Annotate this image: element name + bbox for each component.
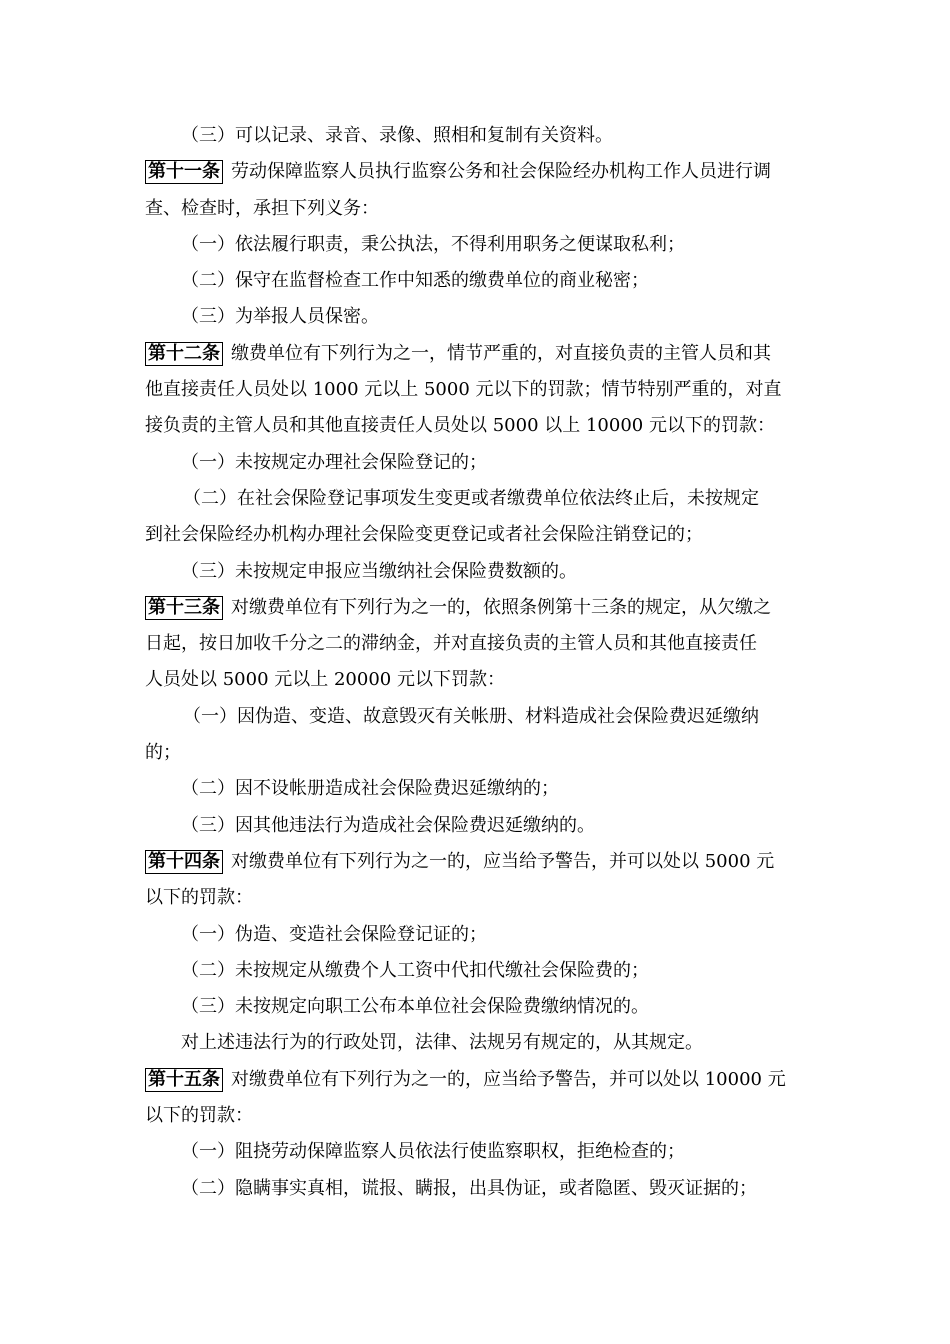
- item-paragraph: （二）在社会保险登记事项发生变更或者缴费单位依法终止后，未按规定 到社会保险经办机构办理社会保险变更登记或者社会保险注销登记的；: [145, 487, 759, 546]
- article-label: 第十一条: [145, 160, 223, 184]
- item-paragraph: （三）因其他违法行为造成社会保险费迟延缴纳的。: [181, 814, 595, 836]
- article-label: 第十四条: [145, 850, 223, 874]
- item-paragraph: （一）未按规定办理社会保险登记的；: [181, 451, 487, 473]
- item-paragraph: （二）保守在监督检查工作中知悉的缴费单位的商业秘密；: [181, 270, 649, 292]
- plain-paragraph: 对上述违法行为的行政处罚，法律、法规另有规定的，从其规定。: [181, 1032, 703, 1054]
- item-paragraph: （三）为举报人员保密。: [181, 306, 379, 328]
- item-paragraph: （一）阻挠劳动保障监察人员依法行使监察职权，拒绝检查的；: [181, 1141, 685, 1163]
- article-11: 第十一条 劳动保障监察人员执行监察公务和社会保险经办机构工作人员进行调 查、检查时，承担下列义务：: [145, 161, 771, 219]
- item-paragraph: （一）因伪造、变造、故意毁灭有关帐册、材料造成社会保险费迟延缴纳 的；: [145, 705, 759, 764]
- article-label: 第十五条: [145, 1068, 223, 1092]
- item-paragraph: （三）未按规定申报应当缴纳社会保险费数额的。: [181, 560, 577, 582]
- item-paragraph: （一）依法履行职责，秉公执法，不得利用职务之便谋取私利；: [181, 233, 685, 255]
- article-14: 第十四条 对缴费单位有下列行为之一的，应当给予警告，并可以处以 5000 元 以下的罚款：: [145, 850, 775, 909]
- item-paragraph: （二）因不设帐册造成社会保险费迟延缴纳的；: [181, 778, 559, 800]
- item-paragraph: （二）未按规定从缴费个人工资中代扣代缴社会保险费的；: [181, 959, 649, 981]
- article-label: 第十三条: [145, 596, 223, 620]
- article-label: 第十二条: [145, 342, 223, 366]
- item-paragraph: （三）未按规定向职工公布本单位社会保险费缴纳情况的。: [181, 996, 649, 1018]
- document-body: [145, 118, 810, 1207]
- item-paragraph: （二）隐瞒事实真相，谎报、瞒报，出具伪证，或者隐匿、毁灭证据的；: [181, 1177, 757, 1199]
- item-paragraph: （三）可以记录、录音、录像、照相和复制有关资料。: [181, 125, 613, 146]
- item-paragraph: （一）伪造、变造社会保险登记证的；: [181, 923, 487, 945]
- article-15: 第十五条 对缴费单位有下列行为之一的，应当给予警告，并可以处以 10000 元 以下的罚款：: [145, 1068, 786, 1127]
- article-12: 第十二条 缴费单位有下列行为之一，情节严重的，对直接负责的主管人员和其 他直接责任人员处以 1000 元以上 5000 元以下的罚款；情节特别严重的，对直 接负责的主管人员和其他直接责任人员处以 5000 以上 10000 元以下的罚款：: [145, 342, 782, 437]
- article-13: 第十三条 对缴费单位有下列行为之一的，依照条例第十三条的规定，从欠缴之 日起，按日加收千分之二的滞纳金，并对直接负责的主管人员和其他直接责任 人员处以 5000 元以上 20000 元以下罚款：: [145, 596, 771, 691]
